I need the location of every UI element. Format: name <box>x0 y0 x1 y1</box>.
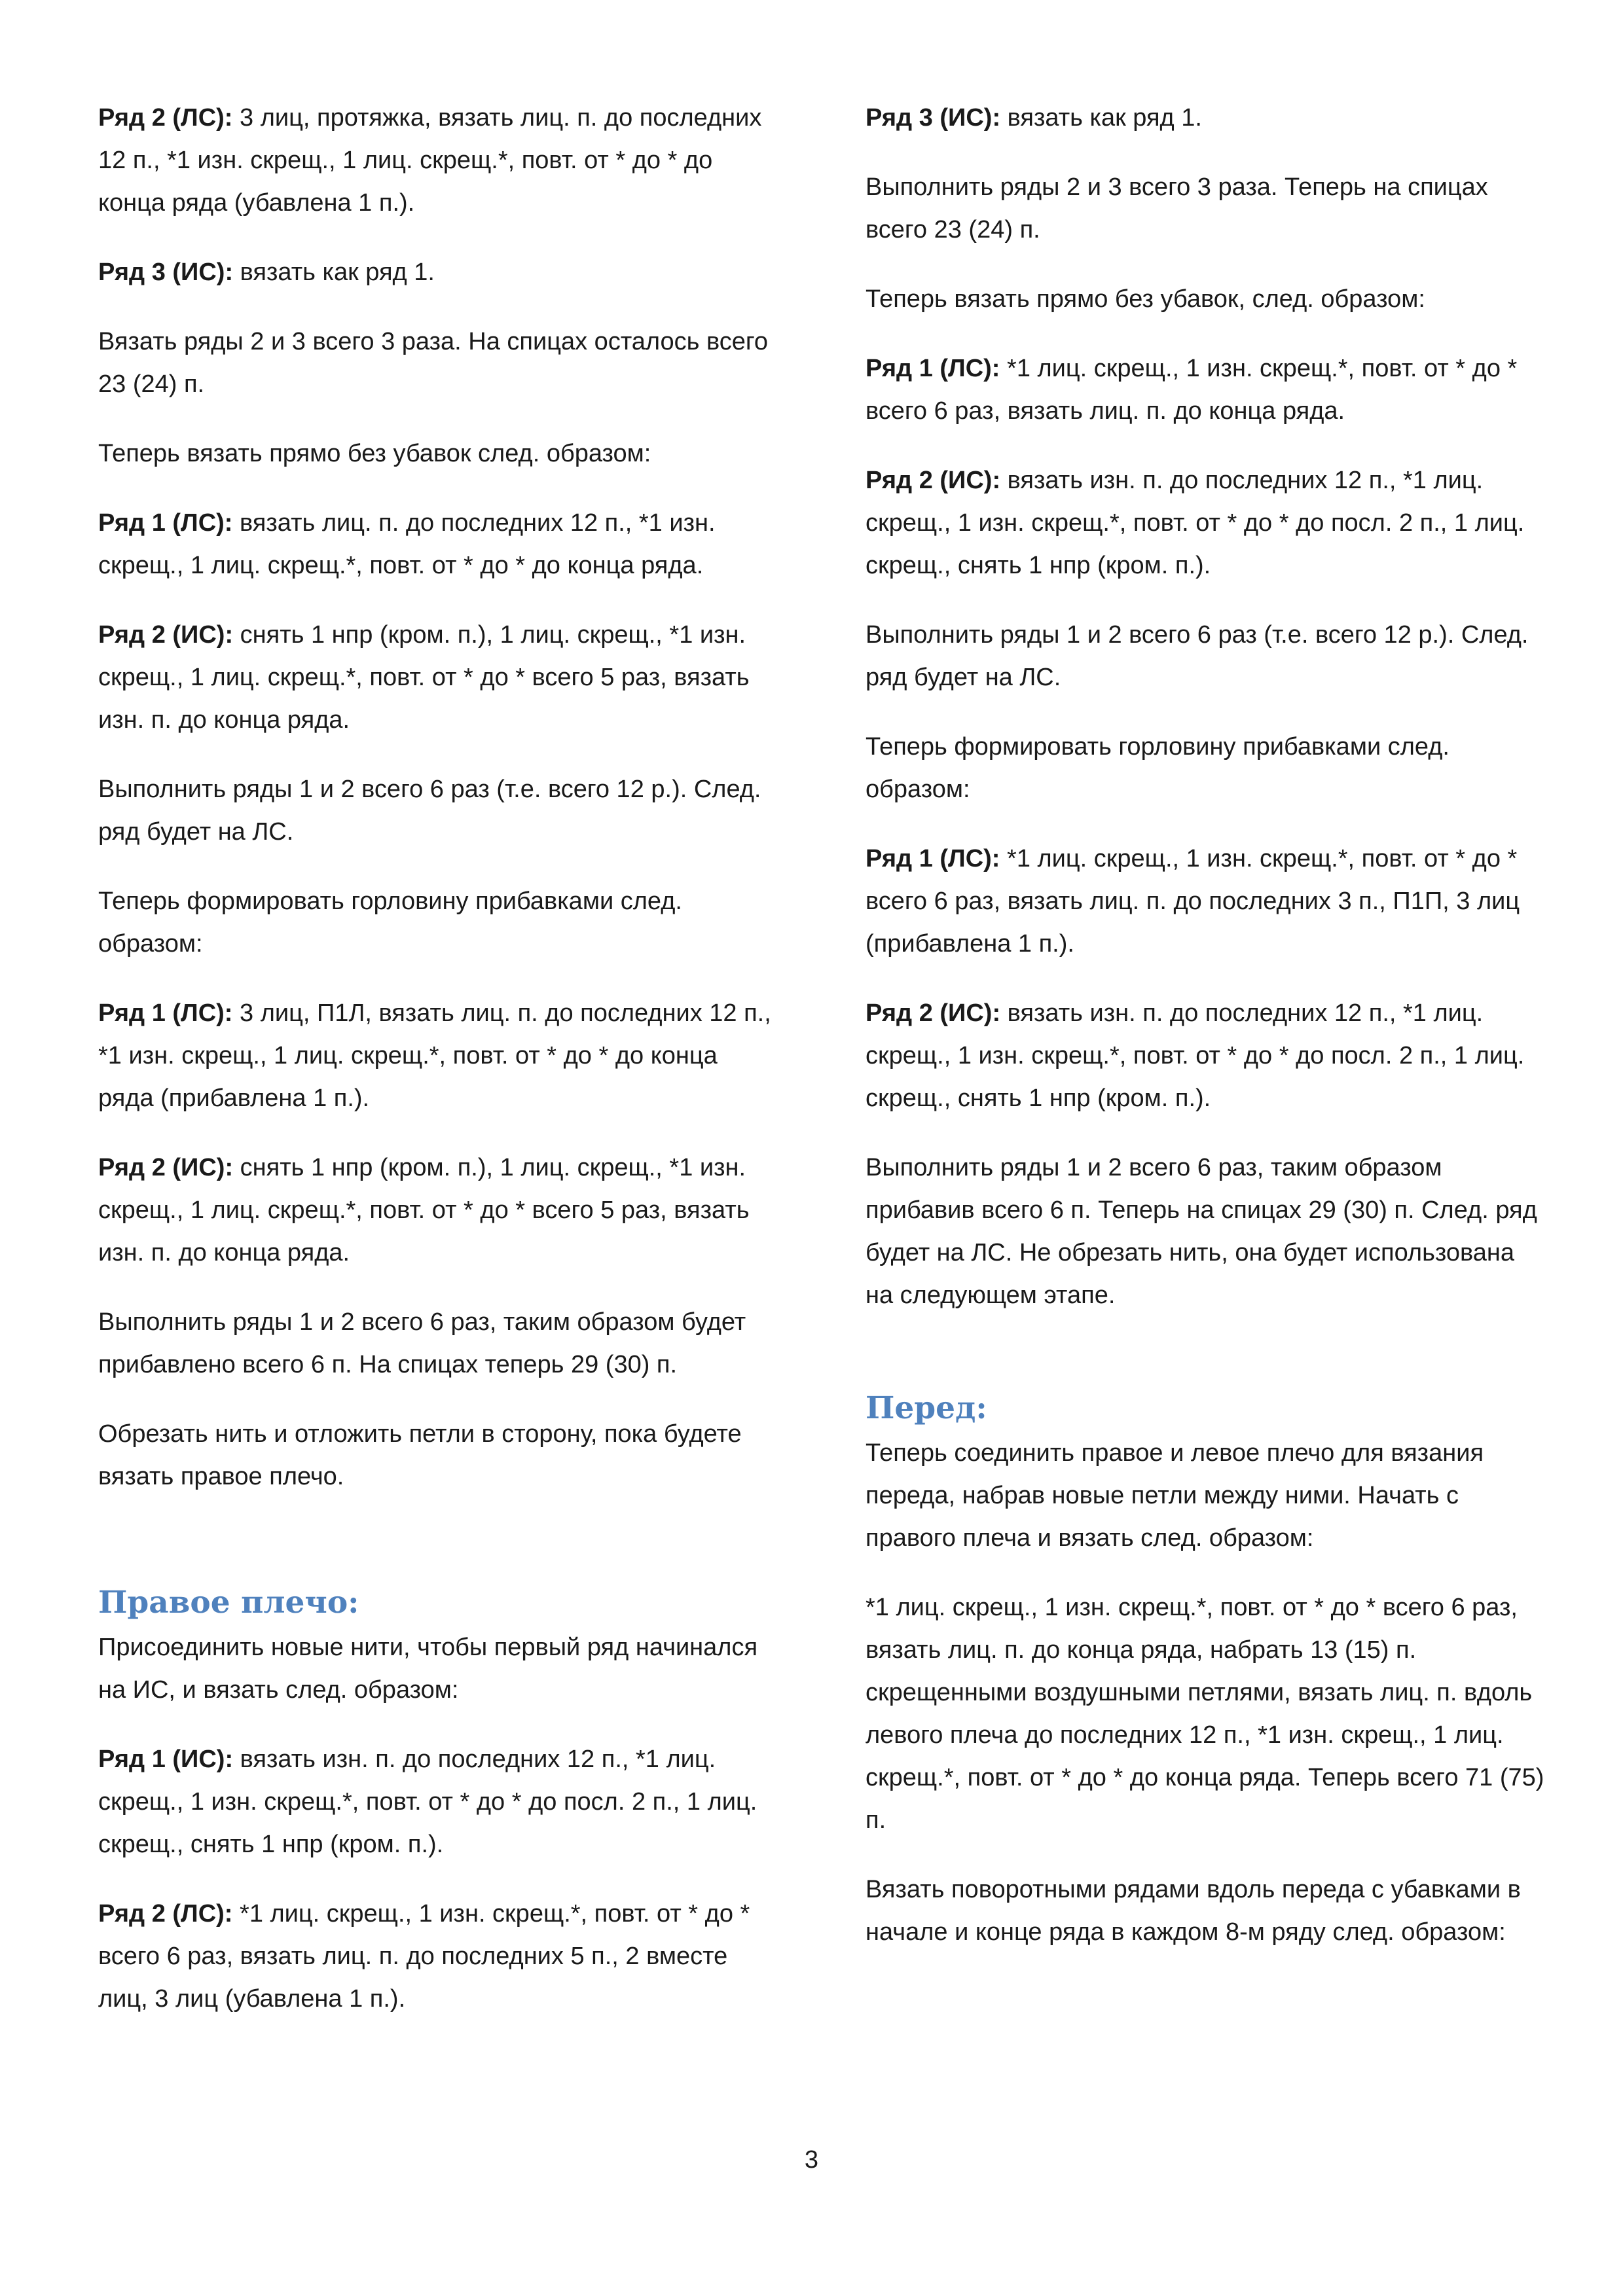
paragraph <box>866 459 1546 587</box>
section-heading-right-shoulder: Правое плечо: <box>98 1585 359 1621</box>
paragraph-text: Выполнить ряды 2 и 3 всего 3 раза. Теперь на спицах всего 23 (24) п. <box>866 173 1488 243</box>
left-paragraphs <box>98 97 779 1498</box>
paragraph <box>98 502 779 587</box>
paragraph <box>98 768 779 853</box>
paragraph-text: снять 1 нпр (кром. п.), 1 лиц. скрещ., *1 изн. скрещ., 1 лиц. скрещ.*, повт. от * до * всего 5 раз, вязать изн. п. до конца ряда. <box>98 1154 750 1266</box>
right-shoulder-paragraphs <box>98 1626 779 2020</box>
paragraph <box>98 614 779 742</box>
paragraph <box>866 1147 1546 1317</box>
paragraph <box>98 992 779 1120</box>
paragraph-text: Выполнить ряды 1 и 2 всего 6 раз (т.е. всего 12 р.). След. ряд будет на ЛС. <box>98 776 761 846</box>
paragraph-text: Обрезать нить и отложить петли в сторону, пока будете вязать правое плечо. <box>98 1420 742 1490</box>
paragraph <box>866 1869 1546 1954</box>
paragraph-text: вязать как ряд 1. <box>1000 104 1202 132</box>
paragraph <box>866 348 1546 433</box>
paragraph <box>866 278 1546 321</box>
left-column <box>98 97 779 2047</box>
paragraph-text: *1 лиц. скрещ., 1 изн. скрещ.*, повт. от * до * всего 6 раз, вязать лиц. п. до последних 3 п., П1П, 3 лиц (прибавлена 1 п.). <box>866 845 1520 958</box>
paragraph <box>866 726 1546 811</box>
paragraph-text: 3 лиц, протяжка, вязать лиц. п. до последних 12 п., *1 изн. скрещ., 1 лиц. скрещ.*, повт. от * до * до конца ряда (убавлена 1 п.). <box>98 104 762 217</box>
paragraph-text: вязать изн. п. до последних 12 п., *1 лиц. скрещ., 1 изн. скрещ.*, повт. от * до * до посл. 2 п., 1 лиц. скрещ., снять 1 нпр (кром. п.). <box>98 1746 757 1858</box>
row-label: Ряд 1 (ЛС): <box>866 845 1000 872</box>
paragraph <box>98 1147 779 1274</box>
paragraph <box>98 321 779 406</box>
row-label: Ряд 2 (ЛС): <box>98 104 233 132</box>
paragraph <box>98 433 779 475</box>
paragraph <box>98 1301 779 1386</box>
paragraph-text: снять 1 нпр (кром. п.), 1 лиц. скрещ., *1 изн. скрещ., 1 лиц. скрещ.*, повт. от * до * всего 5 раз, вязать изн. п. до конца ряда. <box>98 621 750 734</box>
paragraph-text: вязать лиц. п. до последних 12 п., *1 изн. скрещ., 1 лиц. скрещ.*, повт. от * до * до конца ряда. <box>98 509 716 579</box>
front-paragraphs <box>866 1432 1546 1954</box>
page-number: 3 <box>804 2146 819 2174</box>
row-label: Ряд 2 (ИС): <box>866 999 1001 1027</box>
paragraph <box>866 166 1546 251</box>
paragraph <box>98 1413 779 1498</box>
paragraph-text: Присоединить новые нити, чтобы первый ряд начинался на ИС, и вязать след. образом: <box>98 1634 758 1704</box>
row-label: Ряд 2 (ИС): <box>98 621 234 649</box>
paragraph <box>866 614 1546 699</box>
paragraph <box>98 97 779 224</box>
paragraph-text: Теперь соединить правое и левое плечо для вязания переда, набрав новые петли между ними. Начать с правого плеча и вязать след. образом: <box>866 1439 1484 1552</box>
paragraph-text: вязать изн. п. до последних 12 п., *1 лиц. скрещ., 1 изн. скрещ.*, повт. от * до * до посл. 2 п., 1 лиц. скрещ., снять 1 нпр (кром. п.). <box>866 467 1525 579</box>
paragraph <box>866 97 1546 139</box>
row-label: Ряд 3 (ИС): <box>866 104 1001 132</box>
right-column <box>866 97 1546 1981</box>
paragraph <box>98 251 779 294</box>
paragraph-text: *1 лиц. скрещ., 1 изн. скрещ.*, повт. от * до * всего 6 раз, вязать лиц. п. до конца ряда, набрать 13 (15) п. скрещенными воздушными петлями, вязать лиц. п. вдоль левого плеча до последних 12 п., *1 изн. скрещ., 1 лиц. скрещ.*, повт. от * до * до конца ряда. Теперь всего 71 (75) п. <box>866 1594 1544 1834</box>
paragraph <box>866 838 1546 965</box>
paragraph-text: Теперь вязать прямо без убавок след. образом: <box>98 440 651 467</box>
paragraph-text: Вязать ряды 2 и 3 всего 3 раза. На спицах осталось всего 23 (24) п. <box>98 328 769 398</box>
paragraph <box>98 1893 779 2020</box>
right-paragraphs <box>866 97 1546 1317</box>
row-label: Ряд 2 (ИС): <box>98 1154 234 1181</box>
row-label: Ряд 2 (ИС): <box>866 467 1001 494</box>
paragraph <box>98 880 779 965</box>
paragraph-text: Выполнить ряды 1 и 2 всего 6 раз, таким образом будет прибавлено всего 6 п. На спицах теперь 29 (30) п. <box>98 1308 746 1378</box>
paragraph <box>866 992 1546 1120</box>
paragraph <box>866 1432 1546 1560</box>
paragraph <box>866 1587 1546 1842</box>
row-label: Ряд 1 (ЛС): <box>866 355 1000 382</box>
paragraph-text: вязать как ряд 1. <box>233 259 435 286</box>
paragraph-text: Теперь формировать горловину прибавками след. образом: <box>866 733 1450 803</box>
paragraph-text: Выполнить ряды 1 и 2 всего 6 раз (т.е. всего 12 р.). След. ряд будет на ЛС. <box>866 621 1529 691</box>
paragraph-text: вязать изн. п. до последних 12 п., *1 лиц. скрещ., 1 изн. скрещ.*, повт. от * до * до посл. 2 п., 1 лиц. скрещ., снять 1 нпр (кром. п.). <box>866 999 1525 1112</box>
row-label: Ряд 1 (ЛС): <box>98 999 233 1027</box>
paragraph <box>98 1626 779 1712</box>
row-label: Ряд 2 (ЛС): <box>98 1900 233 1928</box>
paragraph-text: Теперь формировать горловину прибавками след. образом: <box>98 888 682 958</box>
section-heading-front: Перед: <box>866 1390 987 1426</box>
paragraph <box>98 1738 779 1866</box>
row-label: Ряд 3 (ИС): <box>98 259 234 286</box>
paragraph-text: 3 лиц, П1Л, вязать лиц. п. до последних 12 п., *1 изн. скрещ., 1 лиц. скрещ.*, повт. от * до * до конца ряда (прибавлена 1 п.). <box>98 999 771 1112</box>
paragraph-text: Теперь вязать прямо без убавок, след. образом: <box>866 285 1425 313</box>
paragraph-text: *1 лиц. скрещ., 1 изн. скрещ.*, повт. от * до * всего 6 раз, вязать лиц. п. до конца ряда. <box>866 355 1518 425</box>
paragraph-text: Вязать поворотными рядами вдоль переда с убавками в начале и конце ряда в каждом 8-м ряду след. образом: <box>866 1876 1521 1946</box>
row-label: Ряд 1 (ЛС): <box>98 509 233 537</box>
paragraph-text: *1 лиц. скрещ., 1 изн. скрещ.*, повт. от * до * всего 6 раз, вязать лиц. п. до последних 5 п., 2 вместе лиц, 3 лиц (убавлена 1 п.). <box>98 1900 750 2013</box>
paragraph-text: Выполнить ряды 1 и 2 всего 6 раз, таким образом прибавив всего 6 п. Теперь на спицах 29 (30) п. След. ряд будет на ЛС. Не обрезать нить, она будет использована на следующем этапе. <box>866 1154 1537 1309</box>
row-label: Ряд 1 (ИС): <box>98 1746 234 1773</box>
